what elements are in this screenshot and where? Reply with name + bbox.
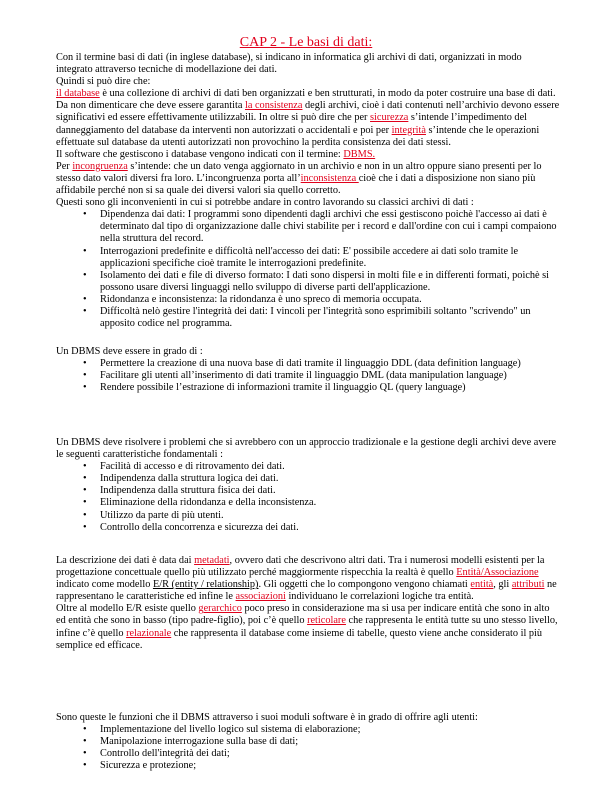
- intro-lead: Quindi si può dire che:: [56, 76, 151, 88]
- section-lead: Un DBMS deve risolvere i problemi che si avrebbero con un approccio tradizionale e la gestione degli archivi deve avere le seguenti caratteristiche fondamentali :: [56, 437, 557, 461]
- list-item: • Indipendenza dalla struttura logica dei dati.: [78, 473, 560, 485]
- er-model-label: E/R (entity / relationship): [152, 579, 259, 591]
- functions-list: [78, 724, 560, 772]
- list-item: • Isolamento dei dati e file di diverso formato: I dati sono dispersi in molti file e in differenti formati, poichè si possono usare diversi linguaggi nello sviluppo di diverse parti dell'applicazione.: [78, 270, 560, 294]
- list-item: • Implementazione del livello logico sul sistema di elaborazione;: [78, 724, 560, 736]
- list-item: • Interrogazioni predefinite e difficoltà nell'accesso dei dati: E' possibile accedere ai dati solo tramite le applicazioni specifiche cioè tramite le interrogazioni predefinite.: [78, 246, 560, 270]
- list-item: • Permettere la creazione di una nuova base di dati tramite il linguaggio DDL (data definition language): [78, 358, 560, 370]
- link-reticolare[interactable]: reticolare: [307, 615, 346, 627]
- list-item: • Facilitare gli utenti all’inserimento di dati tramite il linguaggio DML (data manipulation language): [78, 370, 560, 382]
- list-item: • Utilizzo da parte di più utenti.: [78, 510, 560, 522]
- features-section: [56, 437, 560, 534]
- intro-paragraph: Con il termine basi di dati (in inglese database), si indicano in informatica gli archivi di dati, organizzati in modo integrato attraverso tecniche di modellazione dei dati.: [56, 52, 522, 76]
- list-item: • Eliminazione della ridondanza e della inconsistenza.: [78, 497, 560, 509]
- link-metadati[interactable]: metadati: [194, 555, 230, 566]
- list-item: • Dipendenza dai dati: I programmi sono dipendenti dagli archivi che essi gestiscono poichè l'accesso ai dati è determinato dal tipo di organizzazione dalle chivi stabilite per i record e dall'ordine con cui i campi compaiono nella struttura del record.: [78, 209, 560, 245]
- chapter-title: CAP 2 - Le basi di dati:: [239, 35, 373, 50]
- list-item: • Difficoltà nelò gestire l'integrità dei dati: I vincoli per l'integrità sono esprimibili soltanto "scrivendo" un apposito codice nel programma.: [78, 306, 560, 330]
- dbms-definition: Il software che gestiscono i database vengono indicati con il termine: DBMS.: [56, 148, 376, 160]
- section-lead: Sono queste le funzioni che il DBMS attraverso i suoi moduli software è in grado di offrire agli utenti:: [56, 712, 478, 723]
- link-gerarchico[interactable]: gerarchico: [198, 603, 242, 615]
- link-inconsistenza[interactable]: inconsistenza: [300, 172, 359, 184]
- list-item: • Controllo dell'integrità dei dati;: [78, 748, 560, 760]
- link-integrita[interactable]: integrità: [391, 124, 426, 136]
- capabilities-list: [78, 358, 560, 394]
- list-item: • Facilità di accesso e di ritrovamento dei dati.: [78, 461, 560, 473]
- features-list: [78, 461, 560, 534]
- list-item: • Sicurezza e protezione;: [78, 760, 560, 772]
- link-il-database[interactable]: il database: [56, 88, 100, 100]
- link-entita[interactable]: entità: [470, 579, 494, 591]
- list-item: • Controllo della concorrenza e sicurezza dei dati.: [78, 522, 560, 534]
- other-models-paragraph: Oltre al modello E/R esiste quello gerarchico poco preso in considerazione ma si usa per indicare entità che sono in alto ed entità che sono in basso (tipo padre-figlio), poi c’è quello reticolare che rappresenta le entità tutte su uno stesso livello, infine c’è quello relazionale che rappresenta il database come insieme di tabelle, questo viene anche considerato il più semplice ed efficace.: [56, 603, 558, 651]
- link-la-consistenza[interactable]: la consistenza: [244, 100, 303, 112]
- link-associazioni[interactable]: associazioni: [235, 591, 286, 603]
- dbms-capabilities-section: [56, 346, 560, 394]
- database-definition: il database è una collezione di archivi di dati ben organizzati e ben strutturati, in modo da poter costruire una base di dati. Da non dimenticare che deve essere garantita la consistenza degli archivi, cioè i dati contenuti nell’archivio devono essere significativi ed essere effettivamente utilizzabili. In oltre si può dire che per sicurezza s’intende l’impedimento del danneggiamento del database da interventi non autorizzati o accidentali e poi per integrità s’intende che le operazioni effettuate sul database da utenti autorizzati non provochino la perdita consistenza dei dati stessi.: [56, 88, 560, 148]
- problems-lead: Questi sono gli inconvenienti in cui si potrebbe andare in contro lavorando su classici archivi di dati :: [56, 197, 474, 209]
- link-incongruenza[interactable]: incongruenza: [72, 160, 128, 172]
- list-item: • Ridondanza e inconsistenza: la ridondanza è uno spreco di memoria occupata.: [78, 294, 560, 306]
- metadata-paragraph: La descrizione dei dati è data dai metadati, ovvero dati che descrivono altri dati. Tra i numerosi modelli esistenti per la progettazione concettuale quello più utilizzato perché maggiormente rispecchia la realtà è quello Entità/Associazione indicato come modello E/R (entity / relationship). Gli oggetti che lo compongono vengono chiamati entità, gli attributi ne rappresentano le caratteristiche ed infine le associazioni individuano le correlazioni logiche tra entità.: [56, 555, 557, 603]
- intro-section: [56, 52, 560, 330]
- section-lead: Un DBMS deve essere in grado di :: [56, 346, 203, 357]
- models-section: [56, 555, 560, 652]
- list-item: • Manipolazione interrogazione sulla base di dati;: [78, 736, 560, 748]
- link-attributi[interactable]: attributi: [511, 579, 545, 591]
- incongruenza-definition: Per incongruenza s’intende: che un dato venga aggiornato in un archivio e non in un altro oppure siano presenti per lo stesso dato valori diversi fra loro. L’incongruenza porta all’inconsistenza cioè che i dati a disposizione non siano più affidabile perché non si sa quale dei diversi valori sia quello corretto.: [56, 160, 542, 197]
- problems-list: [78, 209, 560, 330]
- list-item: • Rendere possibile l’estrazione di informazioni tramite il linguaggio QL (query language): [78, 382, 560, 394]
- functions-section: [56, 712, 560, 772]
- link-dbms[interactable]: DBMS.: [343, 148, 376, 160]
- link-entita-associazione[interactable]: Entità/Associazione: [456, 567, 539, 579]
- list-item: • Indipendenza dalla struttura fisica dei dati.: [78, 485, 560, 497]
- link-relazionale[interactable]: relazionale: [126, 627, 172, 639]
- link-sicurezza[interactable]: sicurezza: [370, 112, 409, 124]
